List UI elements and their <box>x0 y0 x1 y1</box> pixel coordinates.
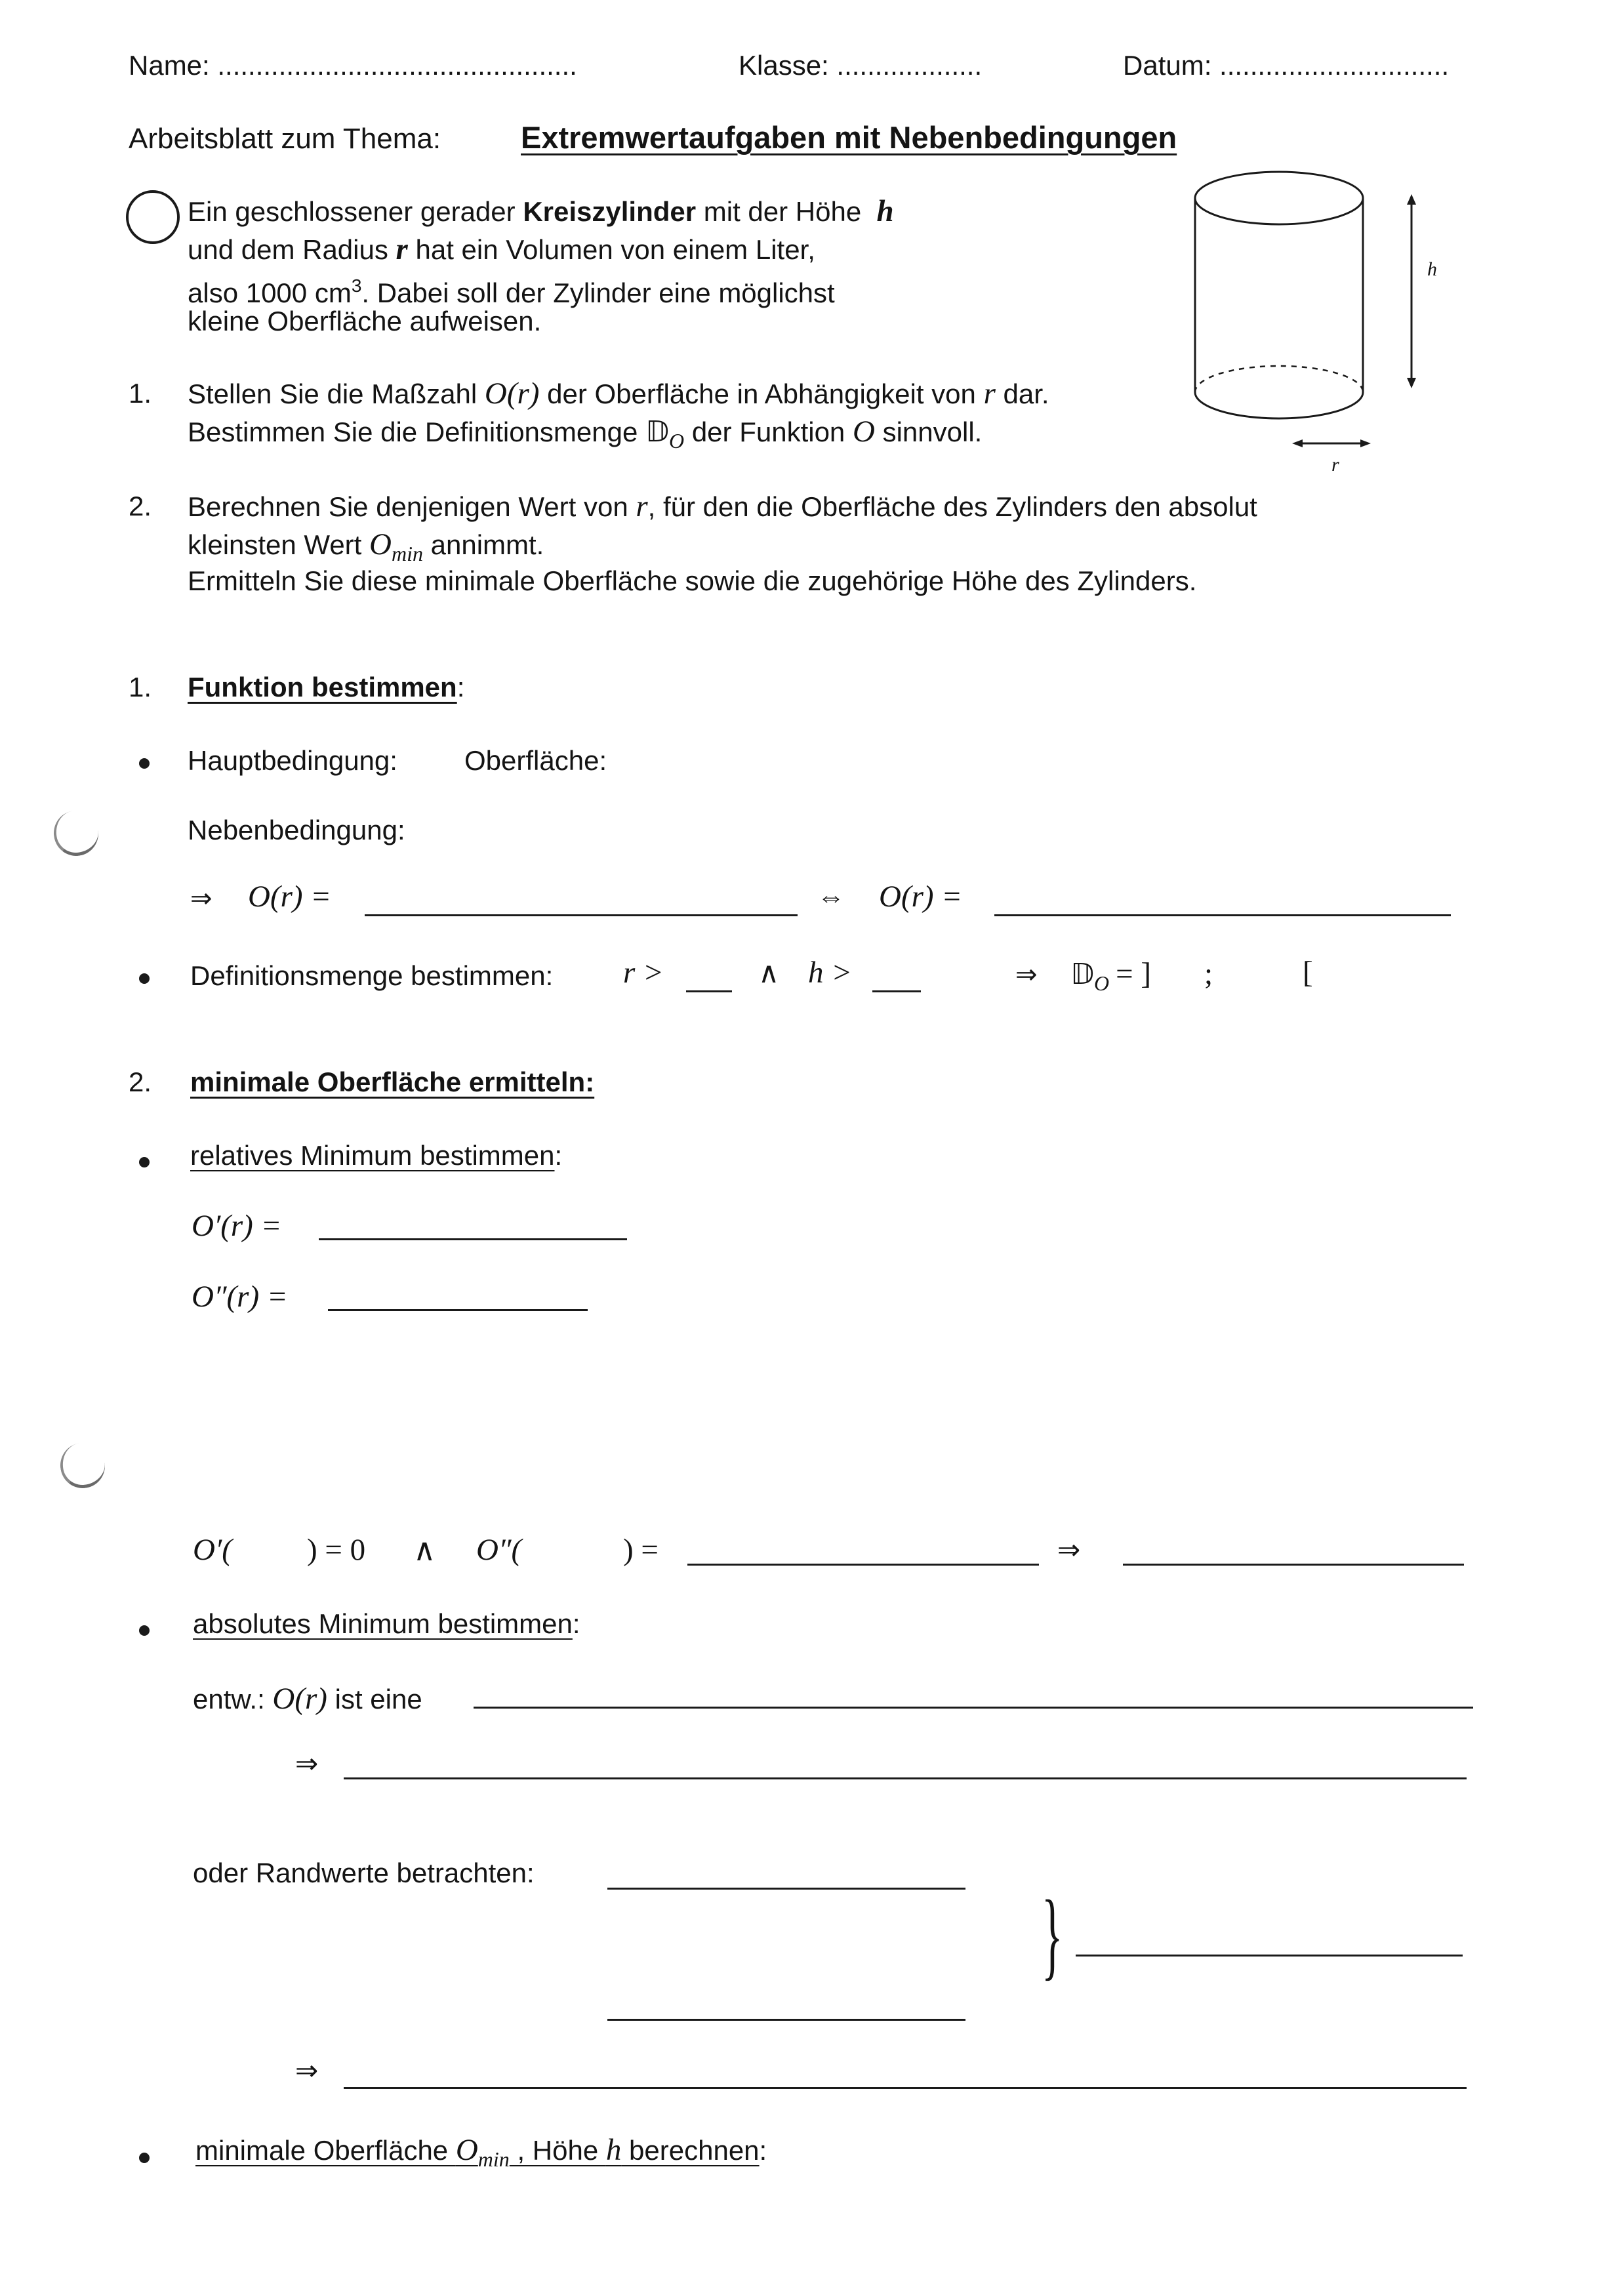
bullet <box>139 2153 150 2163</box>
first-derivative: O′(r) = <box>192 1209 282 1243</box>
height-arrow-head-bottom <box>1407 378 1416 388</box>
randwerte-label: oder Randwerte betrachten: <box>193 1857 535 1888</box>
part1-number: 1. <box>129 672 152 702</box>
answer-line-entweder-conclusion[interactable] <box>344 1777 1467 1779</box>
height-label: h <box>1427 258 1437 280</box>
condition-equals: ) = <box>623 1533 659 1567</box>
domain-expression: 𝔻$_O$ = ] <box>1070 957 1152 995</box>
implies-arrow: ⇒ <box>295 2056 319 2086</box>
answer-line-randwert-2[interactable] <box>607 2019 965 2021</box>
radius-arrow-head-right <box>1360 439 1371 447</box>
cylinder-bottom-front <box>1195 392 1363 418</box>
bullet <box>139 758 150 769</box>
equivalence-arrow: ⇔ <box>817 882 845 912</box>
answer-line-randwert-1[interactable] <box>607 1888 965 1890</box>
height-arrow-head-top <box>1407 194 1416 205</box>
condition-and: ∧ <box>413 1533 436 1568</box>
klasse-dots: ................... <box>836 50 983 81</box>
answer-line-entweder[interactable] <box>474 1707 1473 1709</box>
brace: } <box>1042 1880 1063 1989</box>
cylinder-bottom-back <box>1195 366 1363 392</box>
name-dots: ............................................... <box>217 50 577 81</box>
h-greater: h > <box>808 956 852 990</box>
worksheet-title: Extremwertaufgaben mit Nebenbedingungen <box>521 120 1177 155</box>
intro-line-4: kleine Oberfläche aufweisen. <box>188 306 542 336</box>
name-label: Name: <box>129 50 210 81</box>
second-derivative: O″(r) = <box>192 1280 288 1314</box>
cylinder-diagram <box>1194 164 1443 485</box>
answer-line-condition-result[interactable] <box>1123 1564 1464 1566</box>
definitionsmenge-label: Definitionsmenge bestimmen: <box>190 960 554 991</box>
radius-label: r <box>1331 454 1339 476</box>
cylinder-top-ellipse <box>1195 172 1363 224</box>
answer-line-second-derivative[interactable] <box>328 1309 588 1311</box>
relative-minimum-label: relatives Minimum bestimmen: <box>190 1140 563 1171</box>
task-circle-icon <box>126 190 180 244</box>
nebenbedingung-label: Nebenbedingung: <box>188 815 405 845</box>
klasse-label: Klasse: <box>739 50 829 81</box>
min-surface-label: minimale Oberfläche $O_{min}$ , Höhe h berechnen: <box>195 2133 767 2171</box>
answer-line-r-bound[interactable] <box>686 990 732 992</box>
condition-equals-zero: ) = 0 <box>307 1533 366 1567</box>
part2-number: 2. <box>129 1066 152 1097</box>
part1-heading: Funktion bestimmen: <box>188 672 465 702</box>
answer-line-condition[interactable] <box>687 1564 1039 1566</box>
answer-line-randwert-conclusion[interactable] <box>344 2087 1467 2089</box>
punch-hole-mark <box>57 1440 109 1492</box>
intro-line-2: und dem Radius r hat ein Volumen von einem Liter, <box>188 232 815 266</box>
o-of-r-equation: O(r) = <box>248 880 332 914</box>
oberflaeche-label: Oberfläche: <box>464 745 607 776</box>
q2-number: 2. <box>129 491 152 521</box>
answer-line-randwert-comparison[interactable] <box>1076 1955 1463 1956</box>
intro-line-1: Ein geschlossener gerader Kreiszylinder mit der Höhe h <box>188 194 894 228</box>
datum-label: Datum: <box>1123 50 1212 81</box>
q1-number: 1. <box>129 378 152 409</box>
o-of-r-equation-2: O(r) = <box>879 880 963 914</box>
q2-line-1: Berechnen Sie denjenigen Wert von r, für den die Oberfläche des Zylinders den absolut <box>188 489 1257 523</box>
name-field[interactable] <box>129 49 577 83</box>
interval-bracket: [ <box>1303 956 1313 990</box>
interval-semicolon: ; <box>1204 957 1213 991</box>
implies-arrow: ⇒ <box>295 1749 319 1779</box>
implies-arrow: ⇒ <box>1057 1535 1081 1566</box>
condition-first-derivative: O′( <box>193 1533 232 1567</box>
hauptbedingung-label: Hauptbedingung: <box>188 745 397 776</box>
absolute-minimum-label: absolutes Minimum bestimmen: <box>193 1608 580 1639</box>
datum-dots: .............................. <box>1219 50 1450 81</box>
klasse-field[interactable] <box>739 49 982 83</box>
entweder-line: entw.: O(r) ist eine <box>193 1682 422 1716</box>
answer-line-h-bound[interactable] <box>872 990 921 992</box>
logical-and: ∧ <box>758 957 780 989</box>
q2-line-3: Ermitteln Sie diese minimale Oberfläche sowie die zugehörige Höhe des Zylinders. <box>188 565 1197 596</box>
answer-line-first-derivative[interactable] <box>319 1238 627 1240</box>
q2-line-2: kleinsten Wert $O_{min}$ annimmt. <box>188 527 544 565</box>
implies-arrow: ⇒ <box>190 883 213 913</box>
r-greater: r > <box>623 956 664 990</box>
bullet <box>139 1625 150 1636</box>
bullet <box>139 1157 150 1167</box>
radius-arrow-head-left <box>1292 439 1303 447</box>
datum-field[interactable] <box>1123 49 1449 83</box>
implies-arrow: ⇒ <box>1015 960 1038 989</box>
answer-line-o-of-r-2[interactable] <box>994 914 1451 916</box>
bullet <box>139 973 150 984</box>
q1-line-1: Stellen Sie die Maßzahl O(r) der Oberfläche in Abhängigkeit von r dar. <box>188 376 1049 411</box>
part2-heading: minimale Oberfläche ermitteln: <box>190 1066 595 1097</box>
topic-label: Arbeitsblatt zum Thema: <box>129 123 441 155</box>
condition-second-derivative: O″( <box>476 1533 522 1567</box>
answer-line-o-of-r[interactable] <box>365 914 798 916</box>
q1-line-2: Bestimmen Sie die Definitionsmenge 𝔻$_O$ der Funktion O sinnvoll. <box>188 415 983 453</box>
intro-line-3: also 1000 $cm^3$. Dabei soll der Zylinder eine möglichst <box>188 275 835 308</box>
punch-hole-mark <box>51 807 102 860</box>
